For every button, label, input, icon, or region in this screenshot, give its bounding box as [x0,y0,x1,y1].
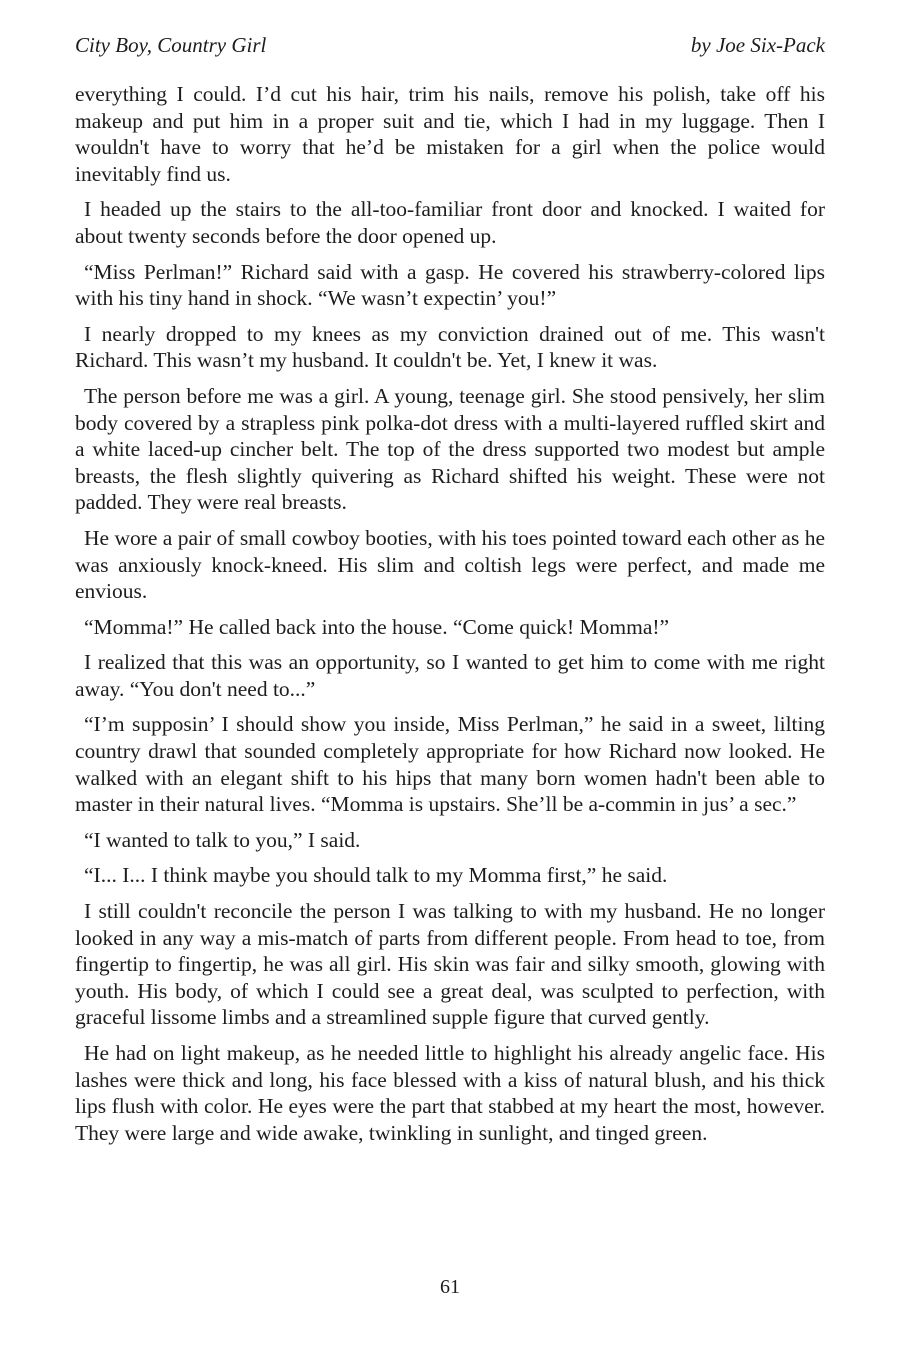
paragraph: “I wanted to talk to you,” I said. [84,827,361,852]
paragraph: I headed up the stairs to the all-too-familiar front door and knocked. I waited for about twenty seconds before the door opened up. [75,197,825,248]
paragraph: He wore a pair of small cowboy booties, with his toes pointed toward each other as he was anxiously knock-kneed. His slim and coltish legs were perfect, and made me envious. [75,525,825,604]
paragraph: I still couldn't reconcile the person I was talking to with my husband. He no longer looked in any way a mis-match of parts from different people. From head to toe, from fingertip to fingertip, he was all girl. His skin was fair and silky smooth, glowing with youth. His body, of which I could see a great deal, was sculpted to perfection, with graceful lissome limbs and a streamlined supple figure that curved gently. [75,899,825,1030]
paragraph: “Momma!” He called back into the house. “Come quick! Momma!” [84,614,670,639]
paragraph: “I’m supposin’ I should show you inside, Miss Perlman,” he said in a sweet, lilting country drawl that sounded completely appropriate for how Richard now looked. He walked with an elegant shift to his hips that many born women hadn't been able to master in their natural lives. “Momma is upstairs. She’ll be a-commin in jus’ a sec.” [75,712,825,817]
page-footer [0,1276,900,1299]
paragraph: I nearly dropped to my knees as my conviction drained out of me. This wasn't Richard. This wasn’t my husband. It couldn't be. Yet, I knew it was. [75,321,825,373]
paragraph: He had on light makeup, as he needed little to highlight his already angelic face. His lashes were thick and long, his face blessed with a kiss of natural blush, and his thick lips flush with color. He eyes were the part that stabbed at my heart the most, however. They were large and wide awake, twinkling in sunlight, and tinged green. [75,1041,825,1145]
paragraph: I realized that this was an opportunity, so I wanted to get him to come with me right away. “You don't need to...” [75,650,825,701]
paragraph: “Miss Perlman!” Richard said with a gasp. He covered his strawberry-colored lips with his tiny hand in shock. “We wasn’t expectin’ you!” [75,259,825,311]
book-title: City Boy, Country Girl [75,33,267,57]
paragraph: The person before me was a girl. A young, teenage girl. She stood pensively, her slim body covered by a strapless pink polka-dot dress with a multi-layered ruffled skirt and a white laced-up cincher belt. The top of the dress supported two modest but ample breasts, the flesh slightly quivering as Richard shifted his weight. These were not padded. They were real breasts. [75,383,825,515]
paragraph: everything I could. I’d cut his hair, trim his nails, remove his polish, take off his makeup and put him in a proper suit and tie, which I had in my luggage. Then I wouldn't have to worry that he’d be mistaken for a girl when the police would inevitably find us. [75,82,825,186]
body-text [75,81,825,1146]
book-author: by Joe Six-Pack [690,33,825,57]
running-header [75,32,825,58]
paragraph: “I... I... I think maybe you should talk to my Momma first,” he said. [84,863,668,888]
page-number: 61 [440,1276,460,1298]
